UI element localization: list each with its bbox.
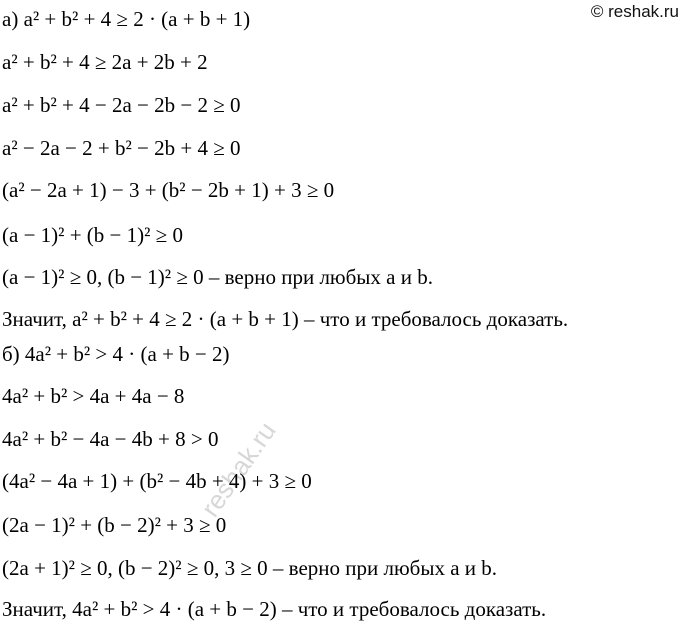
part-a-line-5: (a² − 2a + 1) − 3 + (b² − 2b + 1) + 3 ≥ 0 [2,178,335,202]
part-a-line-2: a² + b² + 4 ≥ 2a + 2b + 2 [2,50,208,74]
part-a-line-3: a² + b² + 4 − 2a − 2b − 2 ≥ 0 [2,93,241,117]
part-b-line-3: 4a² + b² − 4a − 4b + 8 > 0 [2,427,219,451]
part-b-conclusion: Значит, 4a² + b² > 4 · (a + b − 2) – что и требовалось доказать. [2,597,547,621]
part-a-line-7: (a − 1)² ≥ 0, (b − 1)² ≥ 0 – верно при любых a и b. [2,265,433,289]
part-a-line-1: а) a² + b² + 4 ≥ 2 · (a + b + 1) [2,7,251,31]
part-b-line-2: 4a² + b² > 4a + 4a − 8 [2,384,185,408]
part-b-line-4: (4a² − 4a + 1) + (b² − 4b + 4) + 3 ≥ 0 [2,469,312,493]
part-a-conclusion: Значит, a² + b² + 4 ≥ 2 · (a + b + 1) – что и требовалось доказать. [2,307,569,331]
part-b-line-5: (2a − 1)² + (b − 2)² + 3 ≥ 0 [2,513,227,537]
part-b-line-1: б) 4a² + b² > 4 · (a + b − 2) [2,342,230,366]
part-b-line-6: (2a + 1)² ≥ 0, (b − 2)² ≥ 0, 3 ≥ 0 – верно при любых a и b. [2,556,497,580]
part-a-line-4: a² − 2a − 2 + b² − 2b + 4 ≥ 0 [2,136,241,160]
site-watermark: © reshak.ru [590,2,679,21]
diagonal-watermark: reshak.ru [195,416,282,523]
part-a-line-6: (a − 1)² + (b − 1)² ≥ 0 [2,223,183,247]
